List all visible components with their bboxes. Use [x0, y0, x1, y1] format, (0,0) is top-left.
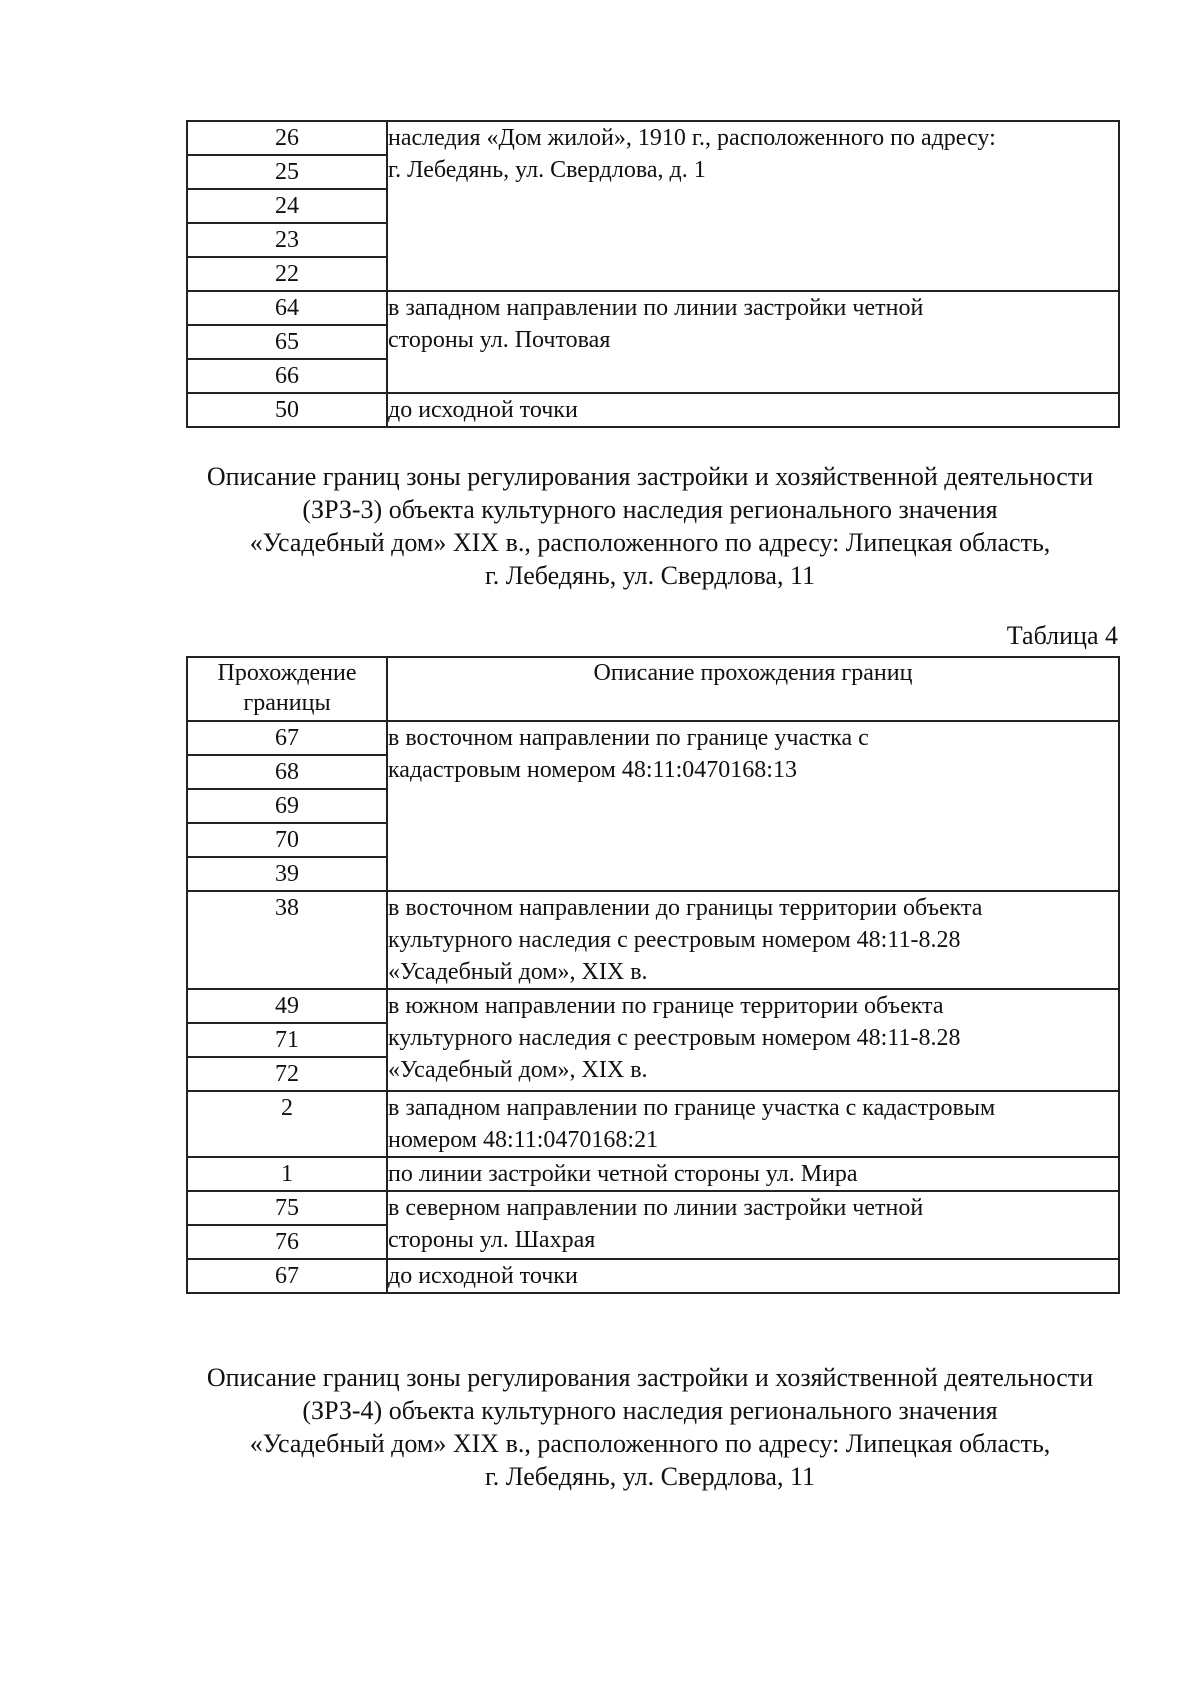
heading-line: г. Лебедянь, ул. Свердлова, 11 [485, 1462, 815, 1491]
description-line: кадастровым номером 48:11:0470168:13 [388, 757, 797, 783]
heading-line: «Усадебный дом» XIX в., расположенного по адресу: Липецкая область, [249, 1429, 1051, 1458]
boundary-description [387, 1091, 1119, 1157]
header-line: Прохождение [217, 660, 357, 686]
heading-line: (ЗРЗ-3) объекта культурного наследия регионального значения [302, 495, 998, 524]
heading-line: «Усадебный дом» XIX в., расположенного по адресу: Липецкая область, [249, 528, 1051, 557]
point-number: 69 [187, 789, 387, 823]
boundary-description [387, 291, 1119, 393]
point-number: 67 [187, 721, 387, 755]
point-number: 64 [187, 291, 387, 325]
point-number: 1 [187, 1157, 387, 1191]
boundary-table-continued [186, 120, 1120, 428]
column-header-point [187, 657, 387, 721]
description-line: культурного наследия с реестровым номером 48:11-8.28 [388, 927, 961, 953]
point-number: 49 [187, 989, 387, 1023]
boundary-description [387, 721, 1119, 891]
column-header-description: Описание прохождения границ [387, 657, 1119, 721]
point-number: 70 [187, 823, 387, 857]
description-line: в восточном направлении до границы территории объекта [388, 895, 983, 921]
description-line: в восточном направлении по границе участка с [388, 725, 869, 751]
description-line: в западном направлении по границе участка с кадастровым [388, 1095, 996, 1121]
table-row [187, 721, 1119, 755]
point-number: 39 [187, 857, 387, 891]
section-heading-zrz4 [150, 1361, 1150, 1493]
point-number: 67 [187, 1259, 387, 1293]
description-line: в северном направлении по линии застройки четной [388, 1195, 924, 1221]
table-row [187, 1157, 1119, 1191]
point-number: 50 [187, 393, 387, 427]
boundary-description [387, 1191, 1119, 1259]
table-row [187, 121, 1119, 155]
table-row [187, 393, 1119, 427]
description-line: в западном направлении по линии застройки четной [388, 295, 924, 321]
table-row [187, 1191, 1119, 1225]
point-number: 76 [187, 1225, 387, 1259]
heading-line: Описание границ зоны регулирования застройки и хозяйственной деятельности [206, 1363, 1094, 1392]
table-row [187, 891, 1119, 989]
boundary-description [387, 1259, 1119, 1293]
point-number: 25 [187, 155, 387, 189]
table-header-row [187, 657, 1119, 721]
heading-line: г. Лебедянь, ул. Свердлова, 11 [485, 561, 815, 590]
description-line: до исходной точки [388, 397, 578, 423]
point-number: 24 [187, 189, 387, 223]
point-number: 75 [187, 1191, 387, 1225]
description-line: наследия «Дом жилой», 1910 г., расположенного по адресу: [388, 125, 996, 151]
table-row [187, 291, 1119, 325]
boundary-description [387, 989, 1119, 1091]
description-line: номером 48:11:0470168:21 [388, 1127, 659, 1153]
boundary-description [387, 891, 1119, 989]
boundary-description [387, 1157, 1119, 1191]
table-row [187, 1091, 1119, 1157]
description-line: «Усадебный дом», XIX в. [388, 1057, 648, 1083]
description-line: по линии застройки четной стороны ул. Мира [388, 1161, 858, 1187]
point-number: 26 [187, 121, 387, 155]
point-number: 68 [187, 755, 387, 789]
point-number: 38 [187, 891, 387, 989]
description-line: в южном направлении по границе территории объекта [388, 993, 944, 1019]
point-number: 71 [187, 1023, 387, 1057]
description-line: стороны ул. Шахрая [388, 1227, 596, 1253]
point-number: 66 [187, 359, 387, 393]
description-line: до исходной точки [388, 1263, 578, 1289]
point-number: 23 [187, 223, 387, 257]
boundary-description [387, 121, 1119, 291]
heading-line: Описание границ зоны регулирования застройки и хозяйственной деятельности [206, 462, 1094, 491]
table-label: Таблица 4 [1006, 621, 1118, 650]
heading-line: (ЗРЗ-4) объекта культурного наследия регионального значения [302, 1396, 998, 1425]
point-number: 72 [187, 1057, 387, 1091]
boundary-description [387, 393, 1119, 427]
boundary-table-4 [186, 656, 1120, 1294]
point-number: 22 [187, 257, 387, 291]
section-heading-zrz3 [150, 460, 1150, 592]
point-number: 2 [187, 1091, 387, 1157]
description-line: г. Лебедянь, ул. Свердлова, д. 1 [388, 157, 706, 183]
description-line: «Усадебный дом», XIX в. [388, 959, 648, 985]
description-line: стороны ул. Почтовая [388, 327, 611, 353]
table-row [187, 1259, 1119, 1293]
header-line: границы [243, 690, 331, 716]
description-line: культурного наследия с реестровым номером 48:11-8.28 [388, 1025, 961, 1051]
table-row [187, 989, 1119, 1023]
point-number: 65 [187, 325, 387, 359]
